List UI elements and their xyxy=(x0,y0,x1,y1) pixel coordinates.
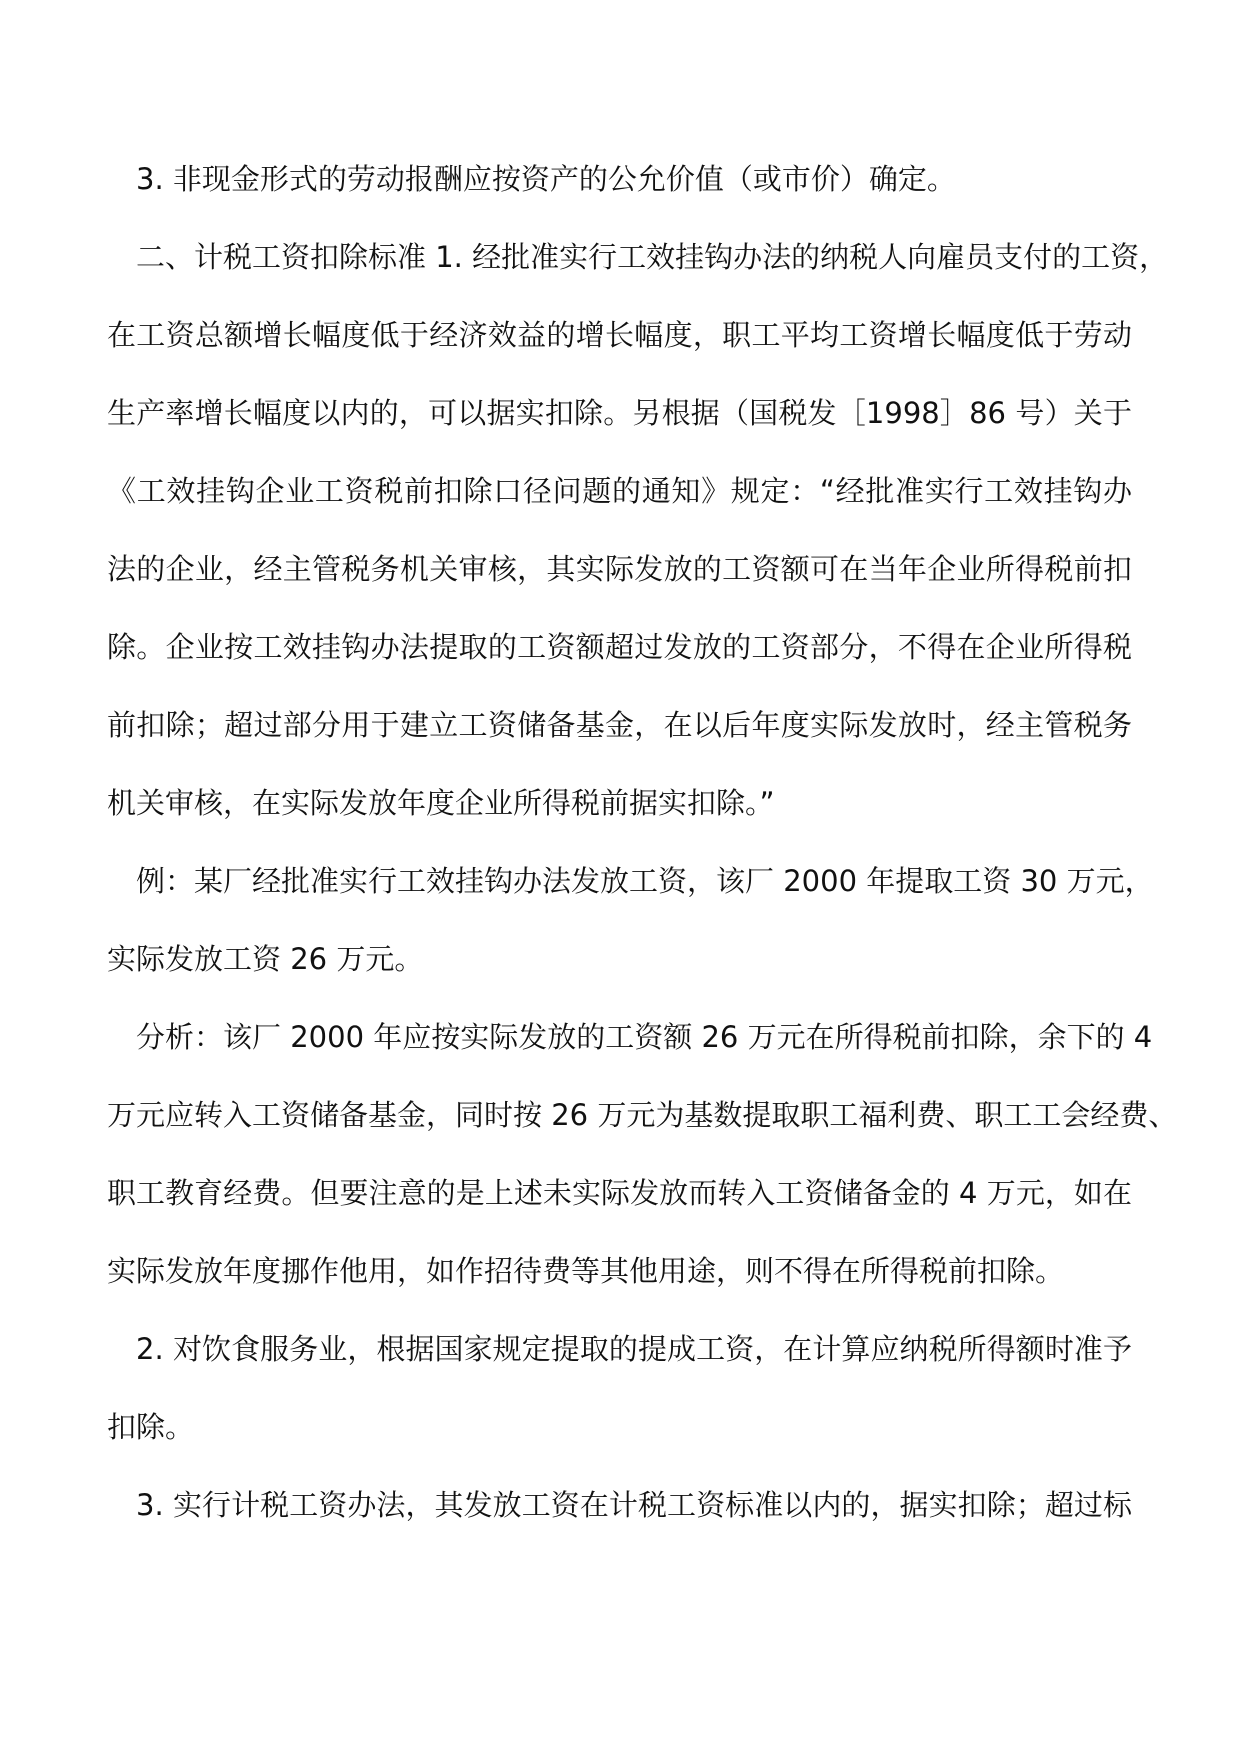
text-line: 《工效挂钩企业工资税前扣除口径问题的通知》规定：“经批准实行工效挂钩办 xyxy=(107,474,1132,508)
text-line: 扣除。 xyxy=(107,1410,195,1444)
text-line: 机关审核，在实际发放年度企业所得税前据实扣除。” xyxy=(107,786,775,820)
text-line: 2. 对饮食服务业，根据国家规定提取的提成工资，在计算应纳税所得额时准予 xyxy=(136,1332,1132,1366)
text-line: 分析：该厂 2000 年应按实际发放的工资额 26 万元在所得税前扣除，余下的 4 xyxy=(136,1020,1153,1054)
paragraph-3 xyxy=(107,862,1154,978)
text-line: 3. 实行计税工资办法，其发放工资在计税工资标准以内的，据实扣除；超过标 xyxy=(136,1488,1132,1522)
text-line: 除。企业按工效挂钩办法提取的工资额超过发放的工资部分，不得在企业所得税 xyxy=(107,630,1132,664)
document-body xyxy=(107,160,1178,1564)
text-line: 职工教育经费。但要注意的是上述未实际发放而转入工资储备金的 4 万元，如在 xyxy=(107,1176,1132,1210)
text-line: 生产率增长幅度以内的，可以据实扣除。另根据（国税发［1998］86 号）关于 xyxy=(107,396,1132,430)
text-line: 实际发放工资 26 万元。 xyxy=(107,942,424,976)
paragraph-4 xyxy=(107,1018,1178,1290)
text-line: 前扣除；超过部分用于建立工资储备基金，在以后年度实际发放时，经主管税务 xyxy=(107,708,1132,742)
text-line: 3. 非现金形式的劳动报酬应按资产的公允价值（或市价）确定。 xyxy=(136,162,956,196)
paragraph-6 xyxy=(107,1486,1132,1524)
text-line: 二、计税工资扣除标准 1. 经批准实行工效挂钩办法的纳税人向雇员支付的工资， xyxy=(136,240,1169,274)
text-line: 法的企业，经主管税务机关审核，其实际发放的工资额可在当年企业所得税前扣 xyxy=(107,552,1132,586)
text-line: 万元应转入工资储备基金，同时按 26 万元为基数提取职工福利费、职工工会经费、 xyxy=(107,1098,1178,1132)
text-line: 实际发放年度挪作他用，如作招待费等其他用途，则不得在所得税前扣除。 xyxy=(107,1254,1065,1288)
text-line: 例：某厂经批准实行工效挂钩办法发放工资，该厂 2000 年提取工资 30 万元， xyxy=(136,864,1154,898)
paragraph-1 xyxy=(107,160,1132,198)
paragraph-5 xyxy=(107,1330,1132,1446)
paragraph-2 xyxy=(107,238,1169,822)
text-line: 在工资总额增长幅度低于经济效益的增长幅度，职工平均工资增长幅度低于劳动 xyxy=(107,318,1132,352)
